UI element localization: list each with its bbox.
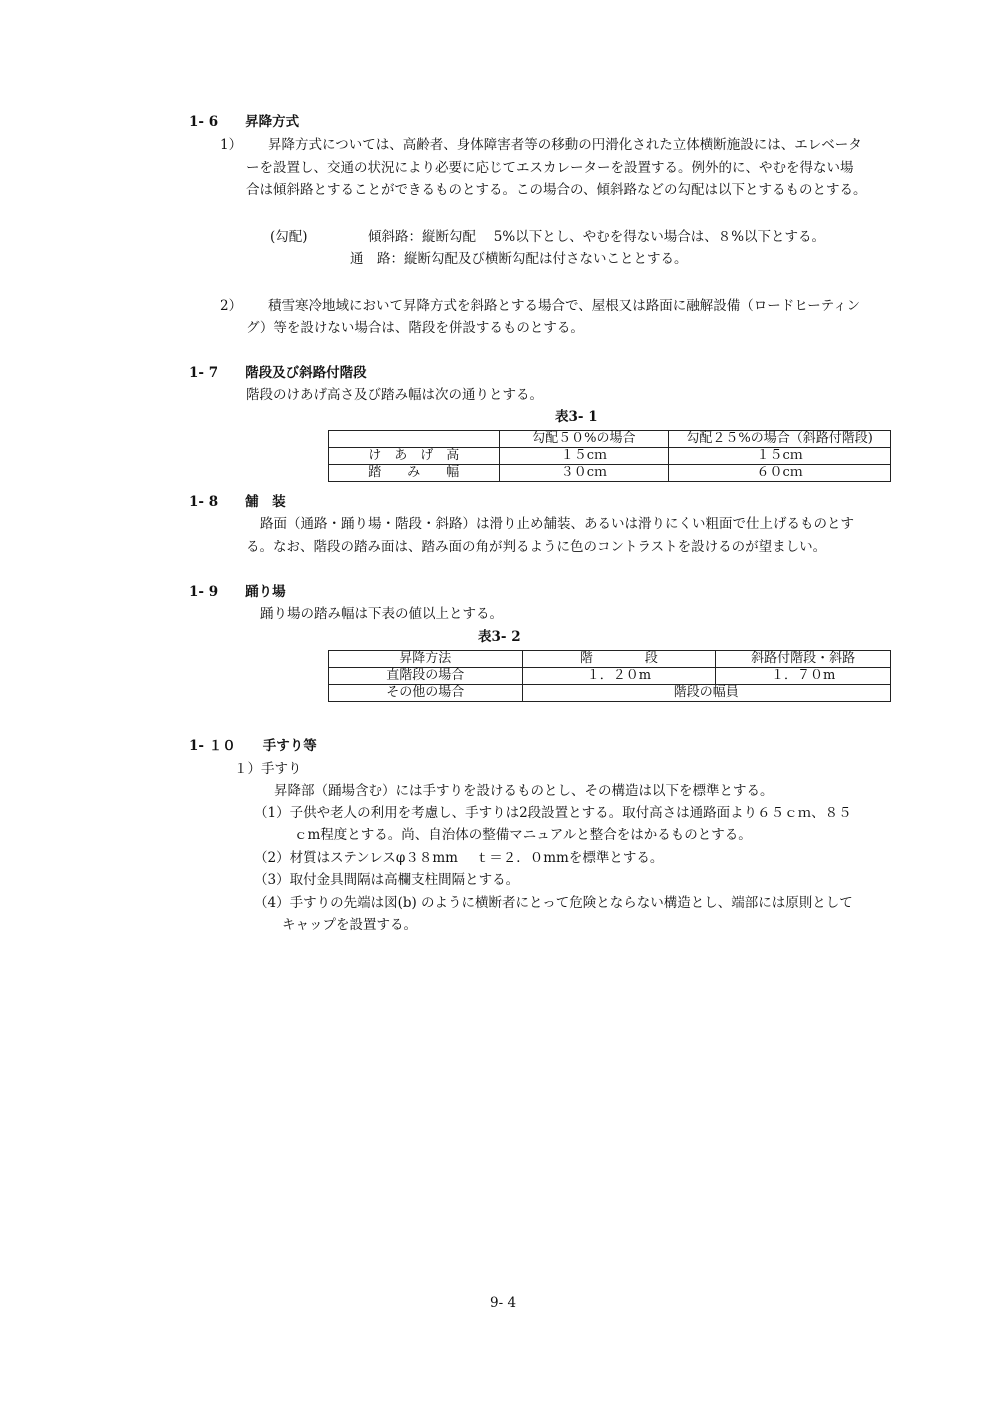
table-header-cell: 階 段 [522,651,716,668]
table-header-cell: 勾配５０%の場合 [499,431,669,448]
table-header-cell: 勾配２５%の場合（斜路付階段) [669,431,891,448]
gradient-label: (勾配) [270,229,308,245]
paragraph-line: る。なお、階段の踏み面は、踏み面の角が判るように色のコントラストを設けるのが望ましい。 [246,539,827,555]
landing-width-table [328,650,891,702]
table-title: 表3- 1 [555,409,598,425]
table-cell: その他の場合 [329,685,523,702]
paragraph-number: 1） [220,137,243,153]
table-cell: １．２０m [522,668,716,685]
paragraph-number: 2） [220,298,243,314]
paragraph-line: 昇降方式については、高齢者、身体障害者等の移動の円滑化された立体横断施設には、エレベータ [268,137,862,153]
paragraph-line: 積雪寒冷地域において昇降方式を斜路とする場合で、屋根又は路面に融解設備（ロードヒーティン [268,298,861,314]
table-row [329,668,891,685]
step-dimension-table [328,430,891,482]
paragraph-line: 路面（通路・踊り場・階段・斜路）は滑り止め舗装、あるいは滑りにくい粗面で仕上げるものとす [260,516,854,532]
section-heading-1-6: 1- 6 昇降方式 [189,114,300,130]
list-item: （4）手すりの先端は図(b) のように横断者にとって危険とならない構造とし、端部には原則として [254,895,853,911]
table-title: 表3- 2 [478,629,521,645]
section-heading-1-7: 1- 7 階段及び斜路付階段 [189,365,367,381]
table-cell: ６０cｍ [669,465,891,482]
table-header-cell: 斜路付階段・斜路 [716,651,891,668]
paragraph-line: グ）等を設けない場合は、階段を併設するものとする。 [246,320,584,336]
section-heading-1-8: 1- 8 舗 装 [189,494,286,510]
paragraph-line: ーを設置し、交通の状況により必要に応じてエスカレーターを設置する。例外的に、やむを得ない場 [246,160,854,176]
gradient-line: 傾斜路：縦断勾配 5%以下とし、やむを得ない場合は、８%以下とする。 [368,229,826,245]
section-intro: 昇降部（踊場含む）には手すりを設けるものとし、その構造は以下を標準とする。 [274,783,774,799]
table-cell: 階段の幅員 [522,685,890,702]
table-header-row [329,431,891,448]
table-cell: １５cｍ [499,448,669,465]
gradient-line: 通 路：縦断勾配及び横断勾配は付さないこととする。 [350,251,688,267]
table-header-cell [329,431,500,448]
table-cell: 直階段の場合 [329,668,523,685]
table-row [329,685,891,702]
list-item: （2）材質はステンレスφ３８mm ｔ＝２．０mmを標準とする。 [254,850,664,866]
table-row [329,448,891,465]
list-item: （1）子供や老人の利用を考慮し、手すりは2段設置とする。取付高さは通路面より６５ｃｍ、８５ [254,805,852,821]
table-cell: け あ げ 高 [329,448,500,465]
table-header-row [329,651,891,668]
list-item-continuation: キャップを設置する。 [282,917,417,933]
section-intro: 階段のけあげ高さ及び踏み幅は次の通りとする。 [246,387,543,403]
page-number: 9- 4 [490,1295,517,1311]
section-intro: 踊り場の踏み幅は下表の値以上とする。 [260,606,503,622]
table-cell: ３０cｍ [499,465,669,482]
section-heading-1-9: 1- 9 踊り場 [189,584,286,600]
table-header-cell: 昇降方法 [329,651,523,668]
table-cell: １５cｍ [669,448,891,465]
table-cell: １．７０m [716,668,891,685]
section-heading-1-10: 1- １０ 手すり等 [189,738,317,754]
list-item-continuation: ｃm程度とする。尚、自治体の整備マニュアルと整合をはかるものとする。 [294,827,752,843]
list-item: （3）取付金具間隔は高欄支柱間隔とする。 [254,872,520,888]
table-row [329,465,891,482]
subsection-heading: １）手すり [234,761,302,777]
table-cell: 踏 み 幅 [329,465,500,482]
paragraph-line: 合は傾斜路とすることができるものとする。この場合の、傾斜路などの勾配は以下とするものとする。 [246,182,867,198]
